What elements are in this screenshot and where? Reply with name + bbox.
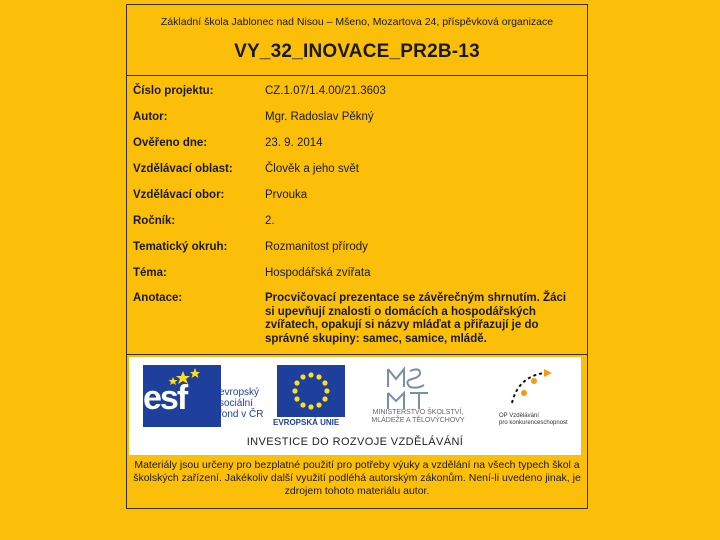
card-header bbox=[127, 5, 587, 76]
row-value: CZ.1.07/1.4.00/21.3603 bbox=[265, 85, 386, 97]
eu-caption: EVROPSKÁ UNIE bbox=[273, 418, 340, 427]
row-label: Téma: bbox=[133, 267, 167, 279]
row-label: Ověřeno dne: bbox=[133, 137, 208, 149]
row-value: Mgr. Radoslav Pěkný bbox=[265, 111, 374, 123]
msmt-caption-line: MINISTERSTVO ŠKOLSTVÍ, bbox=[372, 409, 464, 416]
eu-flag-icon bbox=[277, 365, 345, 417]
row-value: Rozmanitost přírody bbox=[265, 241, 368, 253]
material-code: VY_32_INOVACE_PR2B-13 bbox=[234, 41, 480, 62]
row-label: Autor: bbox=[133, 111, 168, 123]
row-value: 23. 9. 2014 bbox=[265, 137, 323, 149]
esf-caption-line: sociální bbox=[219, 398, 253, 409]
op-caption-line: pro konkurenceschopnost bbox=[499, 420, 568, 426]
row-label: Tematický okruh: bbox=[133, 241, 228, 253]
esf-wordmark: esf bbox=[143, 379, 187, 417]
row-label: Ročník: bbox=[133, 215, 176, 227]
school-name: Základní škola Jablonec nad Nisou – Mšeno, Mozartova 24, příspěvková organizace bbox=[160, 16, 554, 28]
row-label: Anotace: bbox=[133, 292, 183, 304]
info-table bbox=[127, 76, 587, 355]
row-label: Vzdělávací oblast: bbox=[133, 163, 233, 175]
row-label: Vzdělávací obor: bbox=[133, 189, 225, 201]
esf-caption-line: evropský bbox=[219, 387, 260, 398]
footer-disclaimer: Materiály jsou určeny pro bezplatné použití pro potřeby výuky a vzdělání na všech typech škol a školských zařízení. Jakékoliv další využití podléhá autorským zákonům. Není-li uvedeno jinak, je zdrojem tohoto materiálu autor. bbox=[133, 459, 581, 497]
esf-caption bbox=[219, 387, 263, 420]
row-value: Hospodářská zvířata bbox=[265, 267, 371, 279]
esf-caption-line: fond v ČR bbox=[219, 409, 264, 420]
row-value: Člověk a jeho svět bbox=[265, 163, 359, 175]
op-caption bbox=[499, 413, 568, 427]
title-card bbox=[126, 4, 588, 509]
op-caption-line: OP Vzdělávání bbox=[499, 413, 539, 419]
sponsor-logos bbox=[129, 357, 581, 455]
msmt-caption-line: MLÁDEŽE A TĚLOVÝCHOVY bbox=[371, 417, 465, 424]
row-value: Procvičovací prezentace se závěrečným shrnutím. Žáci si upevňují znalosti o domácích a hospodářských zvířatech, opakují si názvy mláďat a přiřazují je do správné skupiny: samec, samice, mládě. bbox=[265, 292, 567, 345]
row-label: Číslo projektu: bbox=[133, 85, 214, 97]
msmt-caption bbox=[353, 409, 483, 425]
row-value: 2. bbox=[265, 215, 275, 227]
msmt-logo-icon bbox=[384, 363, 432, 413]
row-value: Prvouka bbox=[265, 189, 308, 201]
investice-slogan: INVESTICE DO ROZVOJE VZDĚLÁVÁNÍ bbox=[246, 436, 464, 448]
